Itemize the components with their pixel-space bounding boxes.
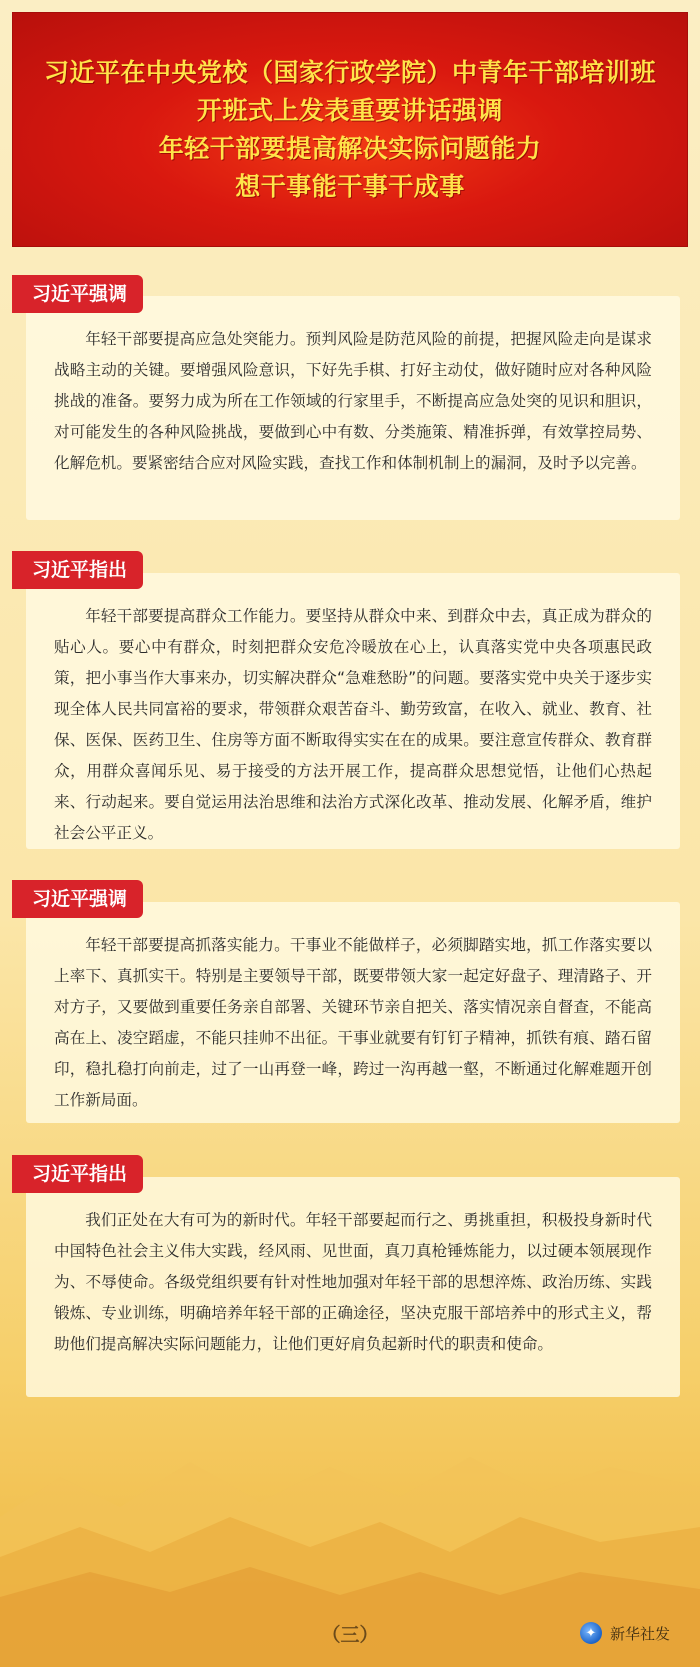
headline-line-4: 想干事能干事干成事 bbox=[235, 171, 465, 201]
agency-name: 新华社发 bbox=[609, 1624, 670, 1643]
section-text-4: 我们正处在大有可为的新时代。年轻干部要起而行之、勇挑重担，积极投身新时代中国特色社会主义伟大实践，经风雨、见世面，真刀真枪锤炼能力，以过硬本领展现作为、不辱使命。各级党组织要有针对性地加强对年轻干部的思想淬炼、政治历练、实践锻炼、专业训练，明确培养年轻干部的正确途径，坚决克服干部培养中的形式主义，帮助他们提高解决实际问题能力，让他们更好肩负起新时代的职责和使命。 bbox=[54, 1211, 652, 1353]
headline-line-1: 习近平在中央党校（国家行政学院）中青年干部培训班 bbox=[43, 57, 656, 87]
section-panel-2 bbox=[26, 573, 680, 849]
xinhua-credit bbox=[580, 1622, 670, 1644]
section-text-2: 年轻干部要提高群众工作能力。要坚持从群众中来、到群众中去，真正成为群众的贴心人。要心中有群众，时刻把群众安危冷暖放在心上，认真落实党中央各项惠民政策，把小事当作大事来办，切实解决群众“急难愁盼”的问题。要落实党中央关于逐步实现全体人民共同富裕的要求，带领群众艰苦奋斗、勤劳致富，在收入、就业、教育、社保、医保、医药卫生、住房等方面不断取得实实在在的成果。要注意宣传群众、教育群众，用群众喜闻乐见、易于接受的方法开展工作，提高群众思想觉悟，让他们心热起来、行动起来。要自觉运用法治思维和法治方式深化改革、推动发展、化解矛盾，维护社会公平正义。 bbox=[54, 607, 652, 842]
headline-line-2: 开班式上发表重要讲话强调 bbox=[196, 95, 503, 125]
headline-line-3: 年轻干部要提高解决实际问题能力 bbox=[158, 133, 542, 163]
section-tag-2: 习近平指出 bbox=[12, 551, 143, 589]
headline-banner bbox=[12, 12, 688, 247]
globe-icon: ✦ bbox=[580, 1622, 602, 1644]
section-panel-1 bbox=[26, 296, 680, 520]
section-text-3: 年轻干部要提高抓落实能力。干事业不能做样子，必须脚踏实地，抓工作落实要以上率下、真抓实干。特别是主要领导干部，既要带领大家一起定好盘子、理清路子、开对方子，又要做到重要任务亲自部署、关键环节亲自把关、落实情况亲自督查，不能高高在上、凌空蹈虚，不能只挂帅不出征。干事业就要有钉钉子精神，抓铁有痕、踏石留印，稳扎稳打向前走，过了一山再登一峰，跨过一沟再越一壑，不断通过化解难题开创工作新局面。 bbox=[54, 936, 652, 1109]
section-tag-1: 习近平强调 bbox=[12, 275, 143, 313]
page-marker: （三） bbox=[321, 1624, 379, 1646]
section-panel-4 bbox=[26, 1177, 680, 1397]
section-panel-3 bbox=[26, 902, 680, 1123]
section-tag-4: 习近平指出 bbox=[12, 1155, 143, 1193]
section-text-1: 年轻干部要提高应急处突能力。预判风险是防范风险的前提，把握风险走向是谋求战略主动的关键。要增强风险意识，下好先手棋、打好主动仗，做好随时应对各种风险挑战的准备。要努力成为所在工作领域的行家里手，不断提高应急处突的见识和胆识，对可能发生的各种风险挑战，要做到心中有数、分类施策、精准拆弹，有效掌控局势、化解危机。要紧密结合应对风险实践，查找工作和体制机制上的漏洞，及时予以完善。 bbox=[54, 330, 652, 472]
section-tag-3: 习近平强调 bbox=[12, 880, 143, 918]
